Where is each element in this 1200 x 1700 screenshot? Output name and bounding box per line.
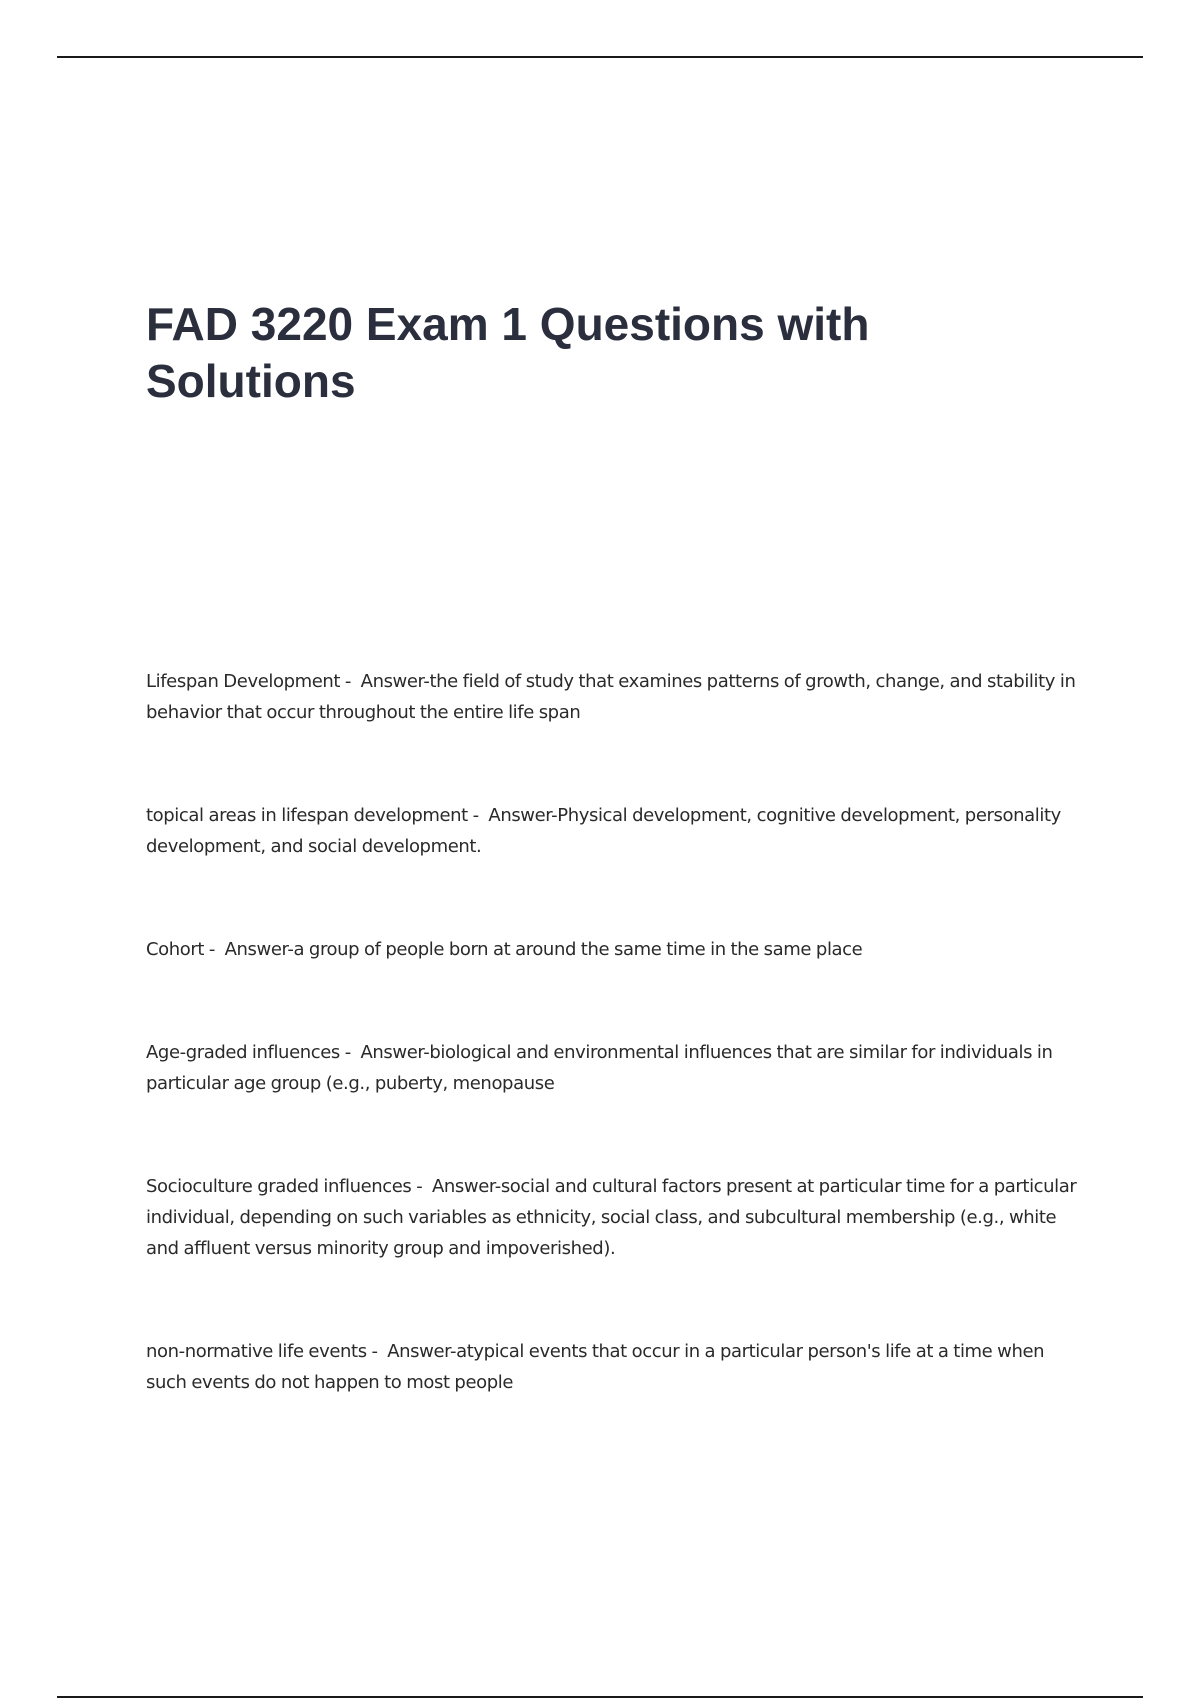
entry-term: Cohort bbox=[146, 939, 205, 960]
entry-separator: - Answer- bbox=[366, 1341, 457, 1362]
entry-separator: - Answer- bbox=[204, 939, 294, 960]
entry-term: Age-graded influences bbox=[146, 1042, 340, 1063]
entry-term: Lifespan Development bbox=[146, 671, 341, 692]
qa-entry bbox=[146, 666, 1086, 728]
qa-entry bbox=[146, 1336, 1086, 1398]
entry-separator: - Answer- bbox=[467, 805, 558, 826]
qa-entry bbox=[146, 1037, 1086, 1099]
qa-entry bbox=[146, 934, 1086, 965]
header-rule bbox=[57, 56, 1143, 58]
entry-answer: biological and environmental influences that are similar for individuals in particular age group (e.g., puberty, menopause bbox=[146, 1042, 1053, 1094]
entry-answer: Physical development, cognitive development, personality development, and social development. bbox=[146, 805, 1061, 857]
document-title: FAD 3220 Exam 1 Questions with Solutions bbox=[146, 298, 870, 407]
qa-entry bbox=[146, 800, 1086, 862]
footer-rule bbox=[57, 1696, 1143, 1698]
entry-term: non-normative life events bbox=[146, 1341, 367, 1362]
qa-entry bbox=[146, 1171, 1086, 1264]
entry-term: Socioculture graded influences bbox=[146, 1176, 412, 1197]
entry-separator: - Answer- bbox=[340, 671, 430, 692]
entry-separator: - Answer- bbox=[339, 1042, 430, 1063]
entry-answer: a group of people born at around the same time in the same place bbox=[293, 939, 863, 960]
entry-separator: - Answer- bbox=[411, 1176, 501, 1197]
entry-answer: social and cultural factors present at particular time for a particular individual, depending on such variables as ethnicity, social class, and subcultural membership (e.g., white and affluent versus minority group and impoverished). bbox=[146, 1176, 1077, 1259]
qa-entries bbox=[146, 666, 1086, 1470]
entry-answer: the field of study that examines patterns of growth, change, and stability in behavior that occur throughout the entire life span bbox=[146, 671, 1076, 723]
entry-term: topical areas in lifespan development bbox=[146, 805, 468, 826]
entry-answer: atypical events that occur in a particular person's life at a time when such events do not happen to most people bbox=[146, 1341, 1045, 1393]
